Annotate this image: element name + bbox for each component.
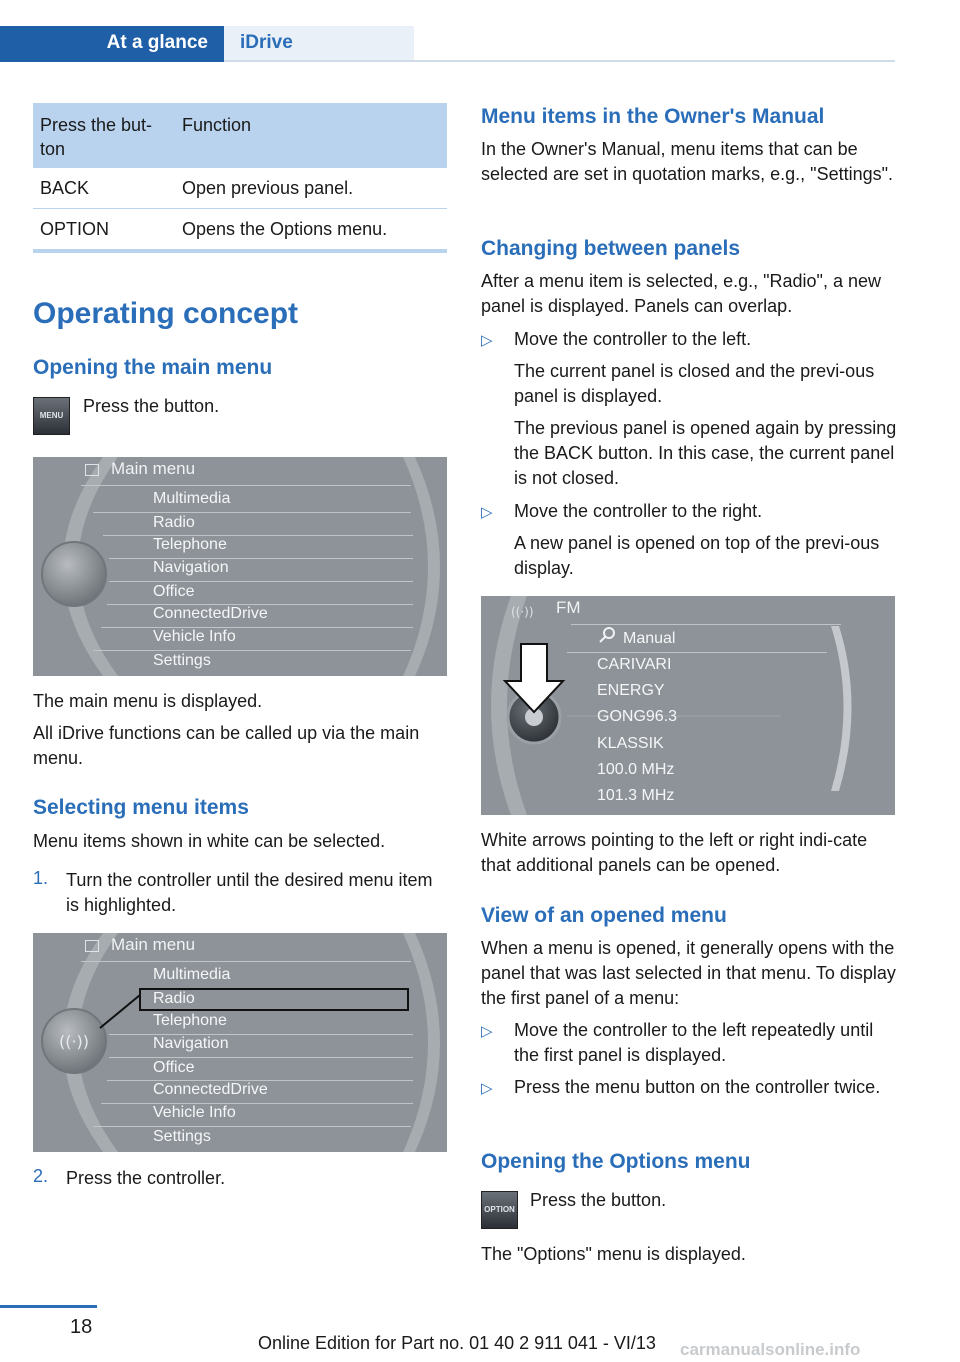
step-number: 2. <box>33 1166 49 1186</box>
paragraph: When a menu is opened, it generally opens with the panel that was last selected in that menu. To display the first panel of a menu: <box>481 938 896 1008</box>
bullet-paragraph: A new panel is opened on top of the previ-ous display. <box>514 533 880 578</box>
heading-opening-main-menu: Opening the main menu <box>33 356 273 379</box>
list-item: Manual <box>623 630 676 647</box>
list-item: Multimedia <box>153 966 231 983</box>
list-item: Vehicle Info <box>153 1104 236 1121</box>
button-function-table <box>33 103 447 250</box>
table-row: BACK Open previous panel. <box>33 168 447 209</box>
list-item: Navigation <box>153 1035 229 1052</box>
list-item: Multimedia <box>153 490 231 507</box>
heading-selecting-menu-items: Selecting menu items <box>33 796 249 819</box>
paragraph: Menu items shown in white can be selected. <box>33 831 386 851</box>
list-item: 100.0 MHz <box>597 761 675 778</box>
bullet-triangle-icon: ▷ <box>481 332 493 349</box>
bullet-triangle-icon: ▷ <box>481 1080 493 1097</box>
svg-text:((·)): ((·)) <box>511 605 534 619</box>
menu-list-icon <box>85 464 99 476</box>
list-item-highlighted: Radio <box>153 990 195 1007</box>
table-header-button: Press the but- ton <box>40 115 153 159</box>
press-button-text: Press the button. <box>83 396 220 416</box>
paragraph: After a menu item is selected, e.g., "Radio", a new panel is displayed. Panels can overlap. <box>481 271 881 316</box>
bullet-triangle-icon: ▷ <box>481 1023 493 1040</box>
table-row: OPTION Opens the Options menu. <box>33 209 447 250</box>
list-item: Settings <box>153 1128 211 1145</box>
footer-rule <box>0 1305 97 1308</box>
bullet-text: Press the menu button on the controller twice. <box>514 1077 881 1097</box>
menu-button-icon: MENU <box>33 397 70 435</box>
list-item: Vehicle Info <box>153 628 236 645</box>
heading-changing-between-panels: Changing between panels <box>481 237 741 260</box>
svg-text:((·)): ((·)) <box>58 1032 90 1051</box>
bullet-paragraph: The previous panel is opened again by pressing the BACK button. In this case, the current panel is not closed. <box>514 418 897 488</box>
paragraph: The "Options" menu is displayed. <box>481 1244 746 1264</box>
press-button-text: Press the button. <box>530 1190 667 1210</box>
paragraph: White arrows pointing to the left or right indi-cate that additional panels can be opened. <box>481 830 868 875</box>
list-item: 101.3 MHz <box>597 787 675 804</box>
bullet-text: Move the controller to the left. <box>514 329 752 349</box>
heading-view-opened-menu: View of an opened menu <box>481 904 727 927</box>
heading-opening-options-menu: Opening the Options menu <box>481 1150 751 1173</box>
controller-with-arrow <box>481 596 895 815</box>
watermark: carmanualsonline.info <box>680 1340 861 1359</box>
screen-title: Main menu <box>111 935 196 954</box>
bullet-text: Move the controller to the left repeatedly until the first panel is displayed. <box>514 1020 874 1065</box>
tab-at-a-glance[interactable]: At a glance <box>0 26 224 62</box>
heading-menu-items-owners-manual: Menu items in the Owner's Manual <box>481 105 825 128</box>
bullet-paragraph: The current panel is closed and the previ-ous panel is displayed. <box>514 361 875 406</box>
list-item: Office <box>153 583 195 600</box>
menu-list-icon <box>85 940 99 952</box>
list-item: Radio <box>153 514 195 531</box>
list-item: Telephone <box>153 1012 227 1029</box>
controller-dial <box>33 933 447 1152</box>
paragraph: All iDrive functions can be called up via the main menu. <box>33 723 420 768</box>
list-item: GONG96.3 <box>597 708 678 725</box>
list-item: KLASSIK <box>597 735 664 752</box>
step-number: 1. <box>33 868 49 888</box>
list-item: Telephone <box>153 536 227 553</box>
tab-idrive[interactable]: iDrive <box>224 26 414 60</box>
table-header <box>33 103 447 168</box>
screen-title: FM <box>556 598 581 617</box>
controller-dial <box>33 457 447 676</box>
list-item: ConnectedDrive <box>153 1081 268 1098</box>
paragraph: In the Owner's Manual, menu items that can be selected are set in quotation marks, e.g., "Settings". <box>481 139 893 184</box>
paragraph: The main menu is displayed. <box>33 691 263 711</box>
list-item: Office <box>153 1059 195 1076</box>
bullet-triangle-icon: ▷ <box>481 504 493 521</box>
main-menu-screenshot <box>33 457 447 676</box>
step-text: Turn the controller until the desired menu item is highlighted. <box>66 870 433 915</box>
list-item: CARIVARI <box>597 656 672 673</box>
list-item: ConnectedDrive <box>153 605 268 622</box>
table-header-function: Function <box>182 115 252 135</box>
section-title-operating-concept: Operating concept <box>33 297 299 330</box>
screen-title: Main menu <box>111 459 196 478</box>
edition-text: Online Edition for Part no. 01 40 2 911 041 - VI/13 <box>258 1333 656 1353</box>
list-item: ENERGY <box>597 682 665 699</box>
list-item: Settings <box>153 652 211 669</box>
page-number: 18 <box>70 1316 93 1338</box>
option-button-icon: OPTION <box>481 1191 518 1229</box>
step-text: Press the controller. <box>66 1168 226 1188</box>
fm-radio-screenshot <box>481 596 895 815</box>
main-menu-highlighted-screenshot <box>33 933 447 1152</box>
bullet-text: Move the controller to the right. <box>514 501 763 521</box>
list-item: Navigation <box>153 559 229 576</box>
table-end-rule <box>33 249 447 253</box>
